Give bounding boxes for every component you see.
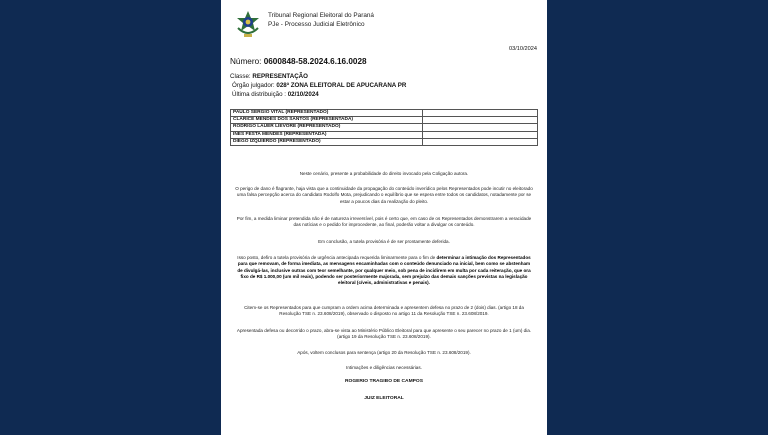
- paragraph-danger: O perigo de dano é flagrante, haja vista que a continuidade da propagação do conteúdo inverídico pelos Representados pode incutir no eleitorado uma falsa percepção acerca do candidato Rodolfo Mota, prejudicando o equilíbrio que se espera entre todos os candidatos, notadamente por se estar a poucos dias da realização do pleito.: [235, 186, 533, 204]
- party-lawyer-cell: [423, 131, 538, 138]
- process-number-value: 0600848-58.2024.6.16.0028: [263, 57, 367, 66]
- ruling-order: determinar a intimação dos Representados para que removam, de forma imediata, as mensagens encaminhadas com o conteúdo denunciado na inicial, bem como se abstenham de divulgá-las, inclusive outras com teor semelhante, por qualquer meio, sob pena de incidirem em multa por cada reiteração, que ora fixo de R$ 1.000,00 (um mil reais), podendo ser posteriormente majorada, sem prejuízo das demais sanções previstas na legislação eleitoral (cíveis, administrativas e penais).: [237, 255, 531, 286]
- paragraph-reversibility: Por fim, a medida liminar pretendida não é de natureza irreversível, pois é certo que, em caso de os Representados demonstrarem a veracidade das notícias e o pedido for improcedente, ao final, poderão voltar a divulgar os conteúdo.: [236, 216, 532, 228]
- party-lawyer-cell: [423, 117, 538, 124]
- judge-role: JUIZ ELEITORAL: [364, 396, 404, 401]
- document-page: [221, 0, 547, 435]
- table-row: [231, 131, 538, 138]
- court-organ-row: [232, 82, 406, 89]
- distribution-value: 02/10/2024: [287, 91, 319, 98]
- distribution-row: [232, 91, 319, 98]
- paragraph-citation: Citem-se os Representados para que cumpram a ordem acima determinada e apresentem defesa no prazo de 2 (dois) dias. (artigo 18 da Resolução TSE n. 23.608/2019), observado o disposto no artigo 11 da Resolução TSE n. 23.608/2019.: [244, 305, 524, 317]
- table-row: [231, 138, 538, 145]
- table-row: [231, 124, 538, 131]
- class-row: [230, 73, 308, 80]
- party-name: DIEGO IZQUIERDO (REPRESENTADO): [231, 138, 423, 145]
- table-row: [231, 117, 538, 124]
- paragraph-conclusos: Após, voltem conclusos para sentença (artigo 20 da Resolução TSE n. 23.608/2019).: [297, 350, 471, 355]
- paragraph-intimations: Intimações e diligências necessárias.: [346, 365, 422, 370]
- system-name: PJe - Processo Judicial Eletrônico: [268, 21, 365, 28]
- process-number: [230, 57, 367, 66]
- court-organ-label: Órgão julgador:: [232, 82, 275, 89]
- paragraph-prosecutor: Apresentada defesa ou decorrido o prazo, abra-se vista ao Ministério Público Eleitoral para que apresente o seu parecer no prazo de 1 (um) dia. (artigo 19 da Resolução TSE n. 23.608/2019).: [236, 328, 532, 340]
- ruling-intro: Isso posto, defiro a tutela provisória de urgência antecipada requerida liminarmente para o fim de: [237, 255, 437, 260]
- brazil-coat-of-arms-icon: [235, 10, 261, 40]
- paragraph-ruling: [235, 255, 533, 286]
- parties-table: [230, 109, 538, 146]
- document-date: 03/10/2024: [509, 46, 537, 52]
- distribution-label: Última distribuição :: [232, 91, 286, 98]
- party-lawyer-cell: [423, 124, 538, 131]
- party-name: CLARICE MENDES DOS SANTOS (REPRESENTADA): [231, 117, 423, 124]
- paragraph-probability: Neste cenário, presente a probabilidade do direito invocado pela Coligação autora.: [299, 171, 469, 176]
- judge-name: ROGERIO TRAGIBO DE CAMPOS: [345, 379, 423, 384]
- party-name: RODRIGO LAUER LIEVORE (REPRESENTADO): [231, 124, 423, 131]
- court-organ-value: 028ª ZONA ELEITORAL DE APUCARANA PR: [276, 82, 407, 89]
- process-number-label: Número:: [230, 57, 262, 66]
- party-name: PAULO SERGIO VITAL (REPRESENTADO): [231, 110, 423, 117]
- class-value: REPRESENTAÇÃO: [252, 73, 308, 80]
- party-name: INES FESTA MENDES (REPRESENTADA): [231, 131, 423, 138]
- court-name: Tribunal Regional Eleitoral do Paraná: [268, 12, 374, 19]
- party-lawyer-cell: [423, 110, 538, 117]
- party-lawyer-cell: [423, 138, 538, 145]
- table-row: [231, 110, 538, 117]
- class-label: Classe:: [230, 73, 251, 80]
- paragraph-conclusion: Em conclusão, a tutela provisória é de ser prontamente deferida.: [318, 239, 450, 244]
